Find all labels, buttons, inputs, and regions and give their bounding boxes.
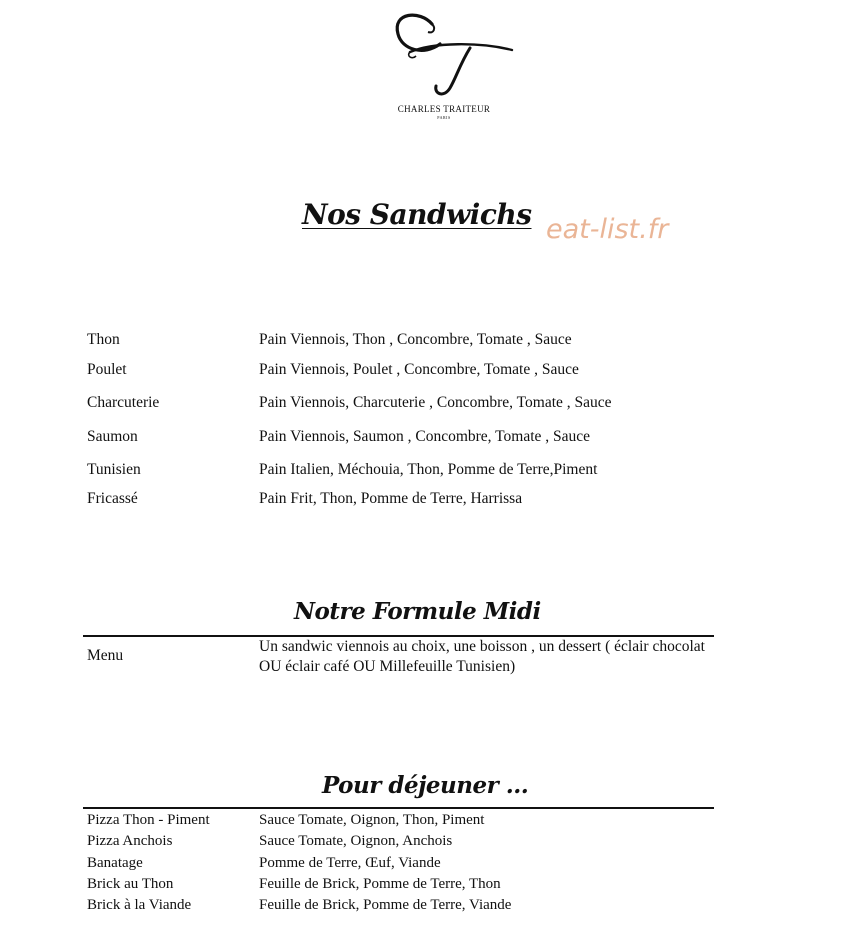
item-name: Pizza Thon - Piment	[87, 812, 210, 828]
section-title-formule: Notre Formule Midi	[294, 598, 541, 625]
item-desc: Pain Viennois, Saumon , Concombre, Tomate , Sauce	[259, 428, 591, 445]
watermark: eat-list.fr	[546, 214, 669, 245]
item-desc: Feuille de Brick, Pomme de Terre, Viande	[259, 897, 512, 913]
item-desc: Pain Viennois, Poulet , Concombre, Tomate , Sauce	[259, 361, 579, 378]
charles-traiteur-logo	[380, 6, 520, 118]
item-desc: Sauce Tomate, Oignon, Anchois	[259, 833, 453, 849]
item-name: Thon	[87, 331, 120, 348]
item-desc: Pomme de Terre, Œuf, Viande	[259, 855, 441, 871]
item-name: Tunisien	[87, 461, 141, 478]
item-name: Saumon	[87, 428, 138, 445]
brand-city: PARIS	[437, 115, 451, 120]
item-desc: Pain Italien, Méchouia, Thon, Pomme de Terre,Piment	[259, 461, 598, 478]
item-desc: Sauce Tomate, Oignon, Thon, Piment	[259, 812, 485, 828]
formule-name: Menu	[87, 647, 124, 664]
section-title-dejeuner: Pour déjeuner ...	[322, 772, 529, 799]
item-name: Charcuterie	[87, 394, 160, 411]
section-title-sandwiches: Nos Sandwichs	[302, 198, 532, 231]
item-name: Fricassé	[87, 490, 138, 507]
item-name: Brick à la Viande	[87, 897, 192, 913]
item-desc: Pain Viennois, Charcuterie , Concombre, Tomate , Sauce	[259, 394, 612, 411]
item-name: Pizza Anchois	[87, 833, 173, 849]
item-name: Banatage	[87, 855, 143, 871]
item-desc: Pain Frit, Thon, Pomme de Terre, Harrissa	[259, 490, 523, 507]
item-desc: Feuille de Brick, Pomme de Terre, Thon	[259, 876, 501, 892]
item-desc: Pain Viennois, Thon , Concombre, Tomate , Sauce	[259, 331, 572, 348]
brand-name: CHARLES TRAITEUR	[397, 104, 491, 114]
divider	[83, 807, 714, 809]
item-name: Brick au Thon	[87, 876, 174, 892]
ct-monogram-icon	[380, 6, 520, 106]
formule-desc: Un sandwic viennois au choix, une boisson , un dessert ( éclair chocolat OU éclair café OU Millefeuille Tunisien)	[259, 638, 705, 675]
item-name: Poulet	[87, 361, 127, 378]
